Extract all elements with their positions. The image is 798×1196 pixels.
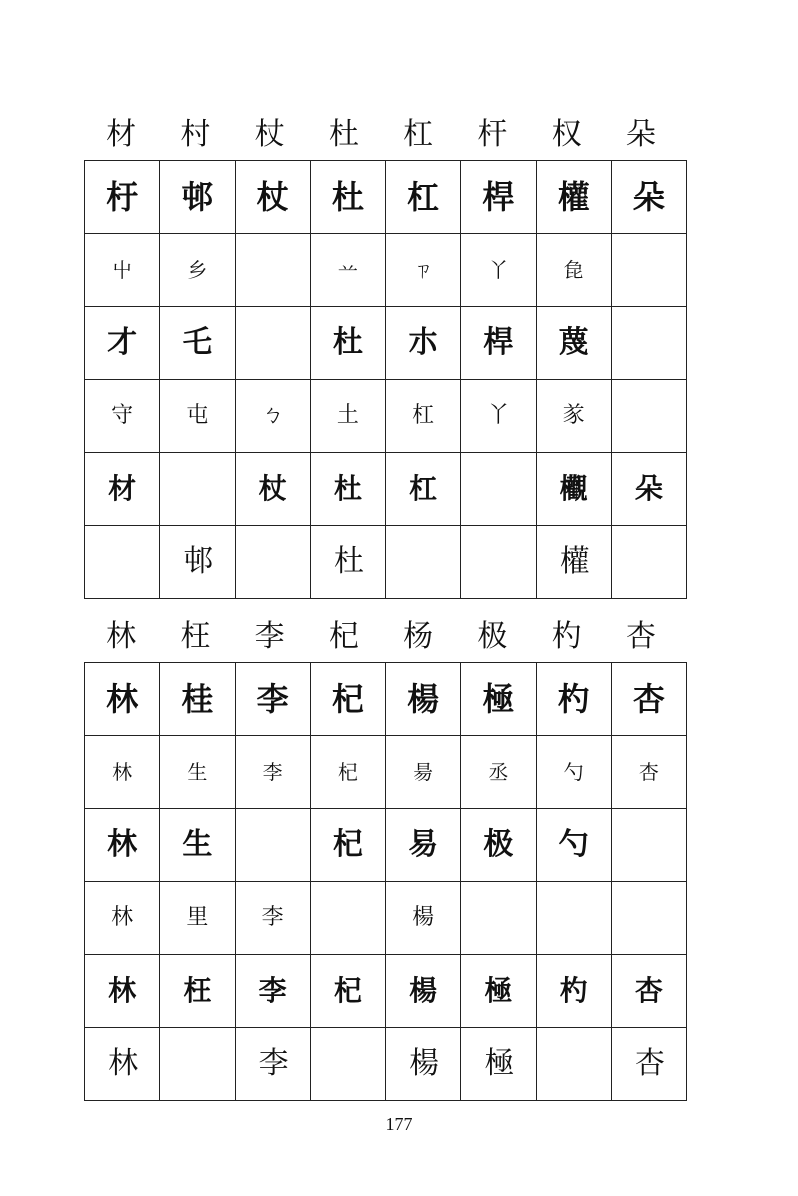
- glyph-cell: [160, 234, 235, 307]
- glyph-cell: [85, 526, 160, 599]
- glyph-cell: [386, 234, 461, 307]
- glyph-cell: [310, 453, 385, 526]
- glyph-char: 極: [484, 1046, 513, 1081]
- glyph-char: 李: [261, 905, 284, 930]
- glyph-char: 楊: [409, 974, 438, 1007]
- glyph-char: 丫: [488, 257, 509, 282]
- header-char: 李: [254, 619, 285, 654]
- header-char: 村: [180, 117, 211, 152]
- glyph-cell: [536, 736, 611, 809]
- glyph-char: ㄅ: [261, 403, 284, 428]
- glyph-char: 材: [108, 472, 137, 505]
- glyph-cell: [310, 663, 385, 736]
- glyph-cell: [611, 161, 686, 234]
- glyph-cell: [160, 809, 235, 882]
- glyph-cell: [386, 809, 461, 882]
- glyph-char: 㲋: [563, 257, 584, 282]
- glyph-row: [85, 1028, 687, 1101]
- glyph-cell: [235, 1028, 310, 1101]
- glyph-char: 杖: [256, 178, 289, 216]
- glyph-row: [85, 307, 687, 380]
- glyph-row: [85, 882, 687, 955]
- glyph-cell: [235, 234, 310, 307]
- glyph-cell: [235, 380, 310, 453]
- glyph-cell: [536, 234, 611, 307]
- glyph-row: [85, 380, 687, 453]
- glyph-char: 土: [336, 403, 359, 428]
- glyph-cell: [461, 809, 536, 882]
- glyph-cell: [386, 380, 461, 453]
- glyph-cell: [85, 161, 160, 234]
- glyph-char: 李: [262, 759, 283, 784]
- glyph-char: 李: [258, 1046, 287, 1081]
- glyph-cell: [310, 955, 385, 1028]
- header-char: 材: [106, 117, 137, 152]
- glyph-char: 杏: [634, 974, 663, 1007]
- glyph-row: [85, 736, 687, 809]
- glyph-cell: [235, 161, 310, 234]
- glyph-char: 屯: [186, 403, 209, 428]
- glyph-char: 杠: [409, 472, 438, 505]
- glyph-char: 才: [107, 325, 138, 360]
- glyph-char: 楊: [407, 680, 440, 718]
- header-char: 杖: [254, 117, 285, 152]
- glyph-cell: [386, 882, 461, 955]
- glyph-cell: [310, 161, 385, 234]
- glyph-cell: [235, 955, 310, 1028]
- glyph-char: 杏: [632, 680, 665, 718]
- glyph-char: 守: [111, 403, 134, 428]
- glyph-cell: [160, 380, 235, 453]
- glyph-cell: [461, 307, 536, 380]
- glyph-char: 杓: [559, 974, 588, 1007]
- glyph-cell: [611, 1028, 686, 1101]
- glyph-cell: [85, 882, 160, 955]
- header-char: 杞: [328, 619, 359, 654]
- glyph-char: 極: [484, 974, 513, 1007]
- glyph-cell: [536, 882, 611, 955]
- glyph-cell: [160, 663, 235, 736]
- section-2-header-row: [84, 612, 678, 662]
- glyph-char: 杞: [331, 680, 364, 718]
- glyph-cell: [310, 882, 385, 955]
- header-char: 枉: [180, 619, 211, 654]
- glyph-cell: [235, 663, 310, 736]
- glyph-cell: [160, 955, 235, 1028]
- glyph-cell: [386, 161, 461, 234]
- glyph-char: 朩: [408, 325, 439, 360]
- glyph-cell: [85, 453, 160, 526]
- glyph-cell: [461, 882, 536, 955]
- section-1-header-row: [84, 110, 678, 160]
- glyph-cell: [85, 234, 160, 307]
- glyph-char: 枉: [183, 974, 212, 1007]
- glyph-char: 乇: [182, 325, 213, 360]
- glyph-char: 杞: [333, 974, 362, 1007]
- glyph-char: 邨: [183, 544, 212, 579]
- glyph-char: 生: [182, 827, 213, 862]
- glyph-cell: [235, 882, 310, 955]
- glyph-char: 㒸: [562, 403, 585, 428]
- glyph-cell: [160, 161, 235, 234]
- glyph-cell: [536, 380, 611, 453]
- glyph-char: 勺: [563, 759, 584, 784]
- glyph-cell: [536, 809, 611, 882]
- glyph-cell: [160, 736, 235, 809]
- header-char: 杏: [625, 619, 656, 654]
- glyph-char: 杜: [331, 178, 364, 216]
- glyph-cell: [461, 161, 536, 234]
- section-1-glyph-table: [84, 160, 687, 599]
- header-char: 杓: [551, 619, 582, 654]
- glyph-cell: [85, 307, 160, 380]
- glyph-char: 林: [108, 974, 137, 1007]
- glyph-char: 林: [112, 759, 133, 784]
- glyph-cell: [85, 809, 160, 882]
- header-char: 朵: [625, 117, 656, 152]
- glyph-char: 李: [258, 974, 287, 1007]
- glyph-char: 杅: [106, 178, 139, 216]
- glyph-cell: [611, 882, 686, 955]
- glyph-cell: [386, 526, 461, 599]
- glyph-char: 林: [108, 1046, 137, 1081]
- glyph-cell: [235, 809, 310, 882]
- glyph-cell: [386, 955, 461, 1028]
- glyph-cell: [160, 526, 235, 599]
- glyph-char: 朵: [634, 472, 663, 505]
- glyph-char: 杞: [337, 759, 358, 784]
- glyph-cell: [160, 882, 235, 955]
- glyph-char: 邨: [181, 178, 214, 216]
- glyph-cell: [310, 307, 385, 380]
- glyph-cell: [461, 453, 536, 526]
- header-char: 杜: [328, 117, 359, 152]
- glyph-char: 丫: [487, 403, 510, 428]
- glyph-cell: [611, 809, 686, 882]
- glyph-char: 里: [186, 905, 209, 930]
- glyph-char: 桂: [181, 680, 214, 718]
- glyph-char: 杏: [634, 1046, 663, 1081]
- header-char: 杨: [403, 619, 434, 654]
- glyph-cell: [160, 307, 235, 380]
- glyph-char: 林: [107, 827, 138, 862]
- glyph-char: 杠: [412, 403, 435, 428]
- glyph-char: 䒑: [337, 257, 358, 282]
- glyph-cell: [611, 453, 686, 526]
- glyph-cell: [461, 1028, 536, 1101]
- glyph-char: 杜: [332, 325, 363, 360]
- glyph-cell: [461, 736, 536, 809]
- glyph-cell: [310, 1028, 385, 1101]
- glyph-row: [85, 453, 687, 526]
- glyph-char: 昜: [413, 759, 434, 784]
- glyph-cell: [386, 1028, 461, 1101]
- glyph-char: 杓: [557, 680, 590, 718]
- glyph-cell: [461, 234, 536, 307]
- glyph-char: 杠: [407, 178, 440, 216]
- glyph-char: 楊: [412, 905, 435, 930]
- glyph-cell: [85, 1028, 160, 1101]
- glyph-char: 林: [111, 905, 134, 930]
- section-2-glyph-table: [84, 662, 687, 1101]
- glyph-cell: [85, 955, 160, 1028]
- glyph-cell: [611, 955, 686, 1028]
- glyph-char: 桿: [483, 325, 514, 360]
- glyph-char: 杏: [638, 759, 659, 784]
- glyph-cell: [310, 809, 385, 882]
- glyph-row: [85, 809, 687, 882]
- glyph-cell: [310, 234, 385, 307]
- glyph-cell: [235, 307, 310, 380]
- glyph-cell: [386, 736, 461, 809]
- glyph-row: [85, 234, 687, 307]
- glyph-cell: [386, 663, 461, 736]
- glyph-char: 勺: [558, 827, 589, 862]
- glyph-char: 蔑: [558, 325, 589, 360]
- glyph-cell: [160, 453, 235, 526]
- glyph-cell: [310, 736, 385, 809]
- header-char: 杠: [403, 117, 434, 152]
- glyph-char: 丞: [488, 759, 509, 784]
- glyph-cell: [611, 234, 686, 307]
- glyph-cell: [536, 307, 611, 380]
- glyph-char: 乡: [187, 257, 208, 282]
- glyph-cell: [386, 307, 461, 380]
- glyph-char: 生: [187, 759, 208, 784]
- glyph-cell: [386, 453, 461, 526]
- glyph-cell: [536, 526, 611, 599]
- glyph-cell: [235, 736, 310, 809]
- glyph-char: 權: [559, 544, 588, 579]
- glyph-char: ㄗ: [413, 257, 434, 282]
- glyph-char: 杜: [333, 544, 362, 579]
- header-char: 杆: [477, 117, 508, 152]
- glyph-cell: [85, 663, 160, 736]
- header-char: 权: [551, 117, 582, 152]
- glyph-char: 极: [483, 827, 514, 862]
- glyph-char: 桿: [482, 178, 515, 216]
- glyph-cell: [536, 453, 611, 526]
- header-char: 极: [477, 619, 508, 654]
- glyph-cell: [536, 955, 611, 1028]
- glyph-cell: [536, 161, 611, 234]
- glyph-cell: [85, 380, 160, 453]
- glyph-cell: [461, 526, 536, 599]
- glyph-cell: [235, 453, 310, 526]
- glyph-row: [85, 161, 687, 234]
- glyph-cell: [85, 736, 160, 809]
- page-number: 177: [385, 1114, 413, 1134]
- glyph-cell: [461, 955, 536, 1028]
- glyph-char: 極: [482, 680, 515, 718]
- glyph-char: 杞: [332, 827, 363, 862]
- glyph-cell: [461, 663, 536, 736]
- glyph-cell: [310, 526, 385, 599]
- glyph-char: 楊: [409, 1046, 438, 1081]
- glyph-cell: [461, 380, 536, 453]
- glyph-char: 杜: [333, 472, 362, 505]
- glyph-char: 欟: [559, 472, 588, 505]
- glyph-cell: [536, 1028, 611, 1101]
- glyph-char: 朵: [632, 178, 665, 216]
- glyph-cell: [160, 1028, 235, 1101]
- header-char: 林: [106, 619, 137, 654]
- glyph-char: 杖: [258, 472, 287, 505]
- glyph-char: 易: [408, 827, 439, 862]
- glyph-cell: [536, 663, 611, 736]
- glyph-char: 權: [557, 178, 590, 216]
- glyph-row: [85, 955, 687, 1028]
- glyph-cell: [611, 663, 686, 736]
- glyph-char: 李: [256, 680, 289, 718]
- glyph-row: [85, 526, 687, 599]
- glyph-cell: [611, 380, 686, 453]
- glyph-cell: [611, 526, 686, 599]
- glyph-cell: [611, 736, 686, 809]
- glyph-cell: [310, 380, 385, 453]
- glyph-char: 屮: [112, 257, 133, 282]
- glyph-cell: [611, 307, 686, 380]
- glyph-char: 林: [106, 680, 139, 718]
- glyph-row: [85, 663, 687, 736]
- glyph-cell: [235, 526, 310, 599]
